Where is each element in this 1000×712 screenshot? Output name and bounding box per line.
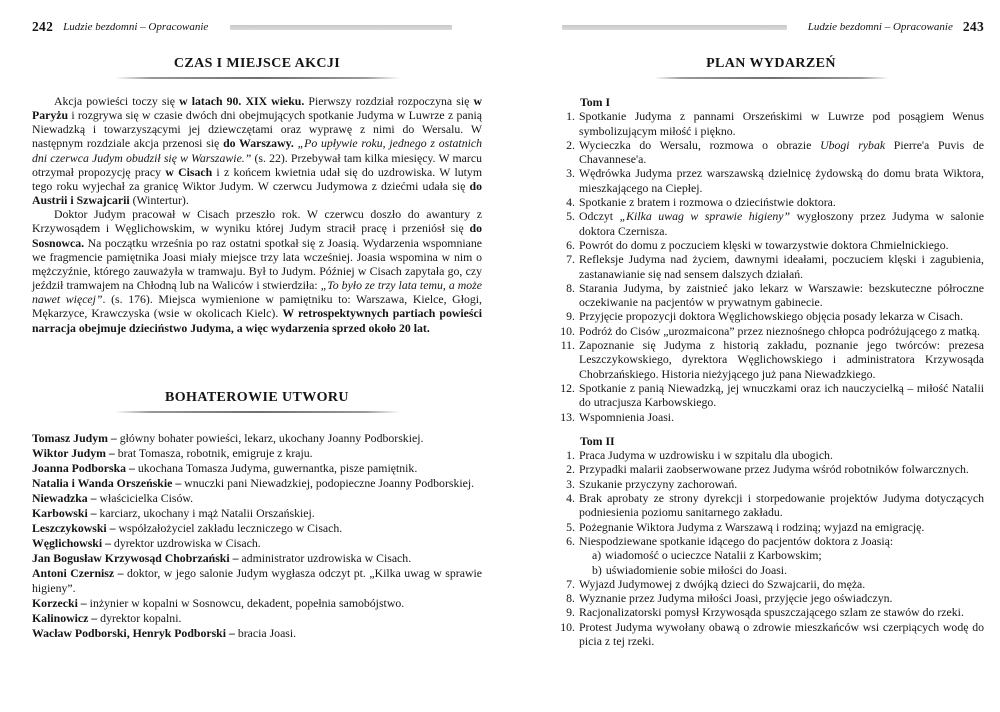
plan-item — [558, 520, 984, 534]
character-description: wnuczki pani Niewadzkiej, podopieczne Joanny Podborskiej. — [181, 475, 475, 490]
text-segment: Pożegnanie Wiktora Judyma z Warszawą i rodziną; wyjazd na emigrację. — [579, 519, 925, 534]
character-name: Korzecki – — [32, 595, 87, 610]
text-segment: Pierwszy rozdział rozpoczyna się — [304, 94, 474, 108]
text-segment: Refleksje Judyma nad życiem, dawnymi ideałami, poczuciem klęski i zagubienia, zastanawianie się nad sensem dalszych działań. — [579, 252, 984, 281]
text-segment: w Paryżu — [32, 94, 482, 123]
text-segment: Powrót do domu z poczuciem klęski w towarzystwie doktora Chmielnickiego. — [579, 237, 949, 252]
plan-item-text — [579, 381, 984, 410]
plan-item-number: 11. — [560, 338, 575, 353]
tom2-label: Tom II — [580, 433, 615, 448]
plan-item — [558, 209, 984, 238]
header-rule-bar-right — [562, 25, 787, 30]
plan-item-number: 2. — [566, 462, 575, 477]
page-number-left: 242 — [32, 19, 54, 34]
character-description: dyrektor uzdrowiska w Cisach. — [110, 535, 261, 550]
plan-item-number: 7. — [566, 252, 575, 267]
text-segment: Podróż do Cisów „urozmaicona” przez nieznośnego chłopca podróżującego z matką. — [579, 323, 980, 338]
plan-item — [558, 252, 984, 281]
running-title-left: Ludzie bezdomni – Opracowanie — [63, 21, 209, 33]
text-segment: Zapoznanie się Judyma z historią zakładu, poznanie jego twórców: prezesa Leszczykowskiego, dyrektora Węglichowskiego i administratora Krzywosąda Chobrzańskiego. Historia nieżyjącego już pana Niewadzkiego. — [579, 338, 984, 381]
text-segment: Spotkanie z panią Niewadzką, jej wnuczkami oraz ich nauczycielką – miłość Natalii do utracjusza Karbowskiego. — [579, 380, 984, 410]
character-entry — [32, 446, 482, 461]
text-segment: Szukanie przyczyny zachorowań. — [579, 476, 738, 491]
text-segment: Starania Judyma, by zaistnieć jako lekarz w Warszawie: bezskuteczne półroczne oczekiwanie na pacjentów w prywatnym gabinecie. — [579, 280, 984, 310]
heading-underline — [115, 77, 400, 79]
text-segment: Wycieczka do Wersalu, rozmowa o obrazie — [579, 137, 821, 152]
character-entry — [32, 506, 482, 521]
text-segment: Wyjazd Judymowej z dwójką dzieci do Szwajcarii, do męża. — [579, 576, 866, 591]
plan-item-text — [579, 605, 984, 619]
plan-item — [558, 381, 984, 410]
character-entry — [32, 551, 482, 566]
plan-item-text — [579, 281, 984, 310]
text-segment: Brak aprobaty ze strony dyrekcji i storpedowanie projektów Judyma dotyczących podniesienia poziomu sanitarnego zakładu. — [579, 491, 984, 520]
header-rule-bar-left — [230, 25, 452, 30]
plan-item-text — [579, 534, 984, 577]
section-heading-czas: CZAS I MIEJSCE AKCJI — [173, 56, 341, 71]
plan-item-text — [579, 138, 984, 167]
plan-item-text — [579, 410, 984, 424]
plan-subitem-text: wiadomość o ucieczce Natalii z Karbowskim; — [605, 548, 822, 563]
character-name: Węglichowski – — [32, 535, 111, 550]
plan-item-text — [579, 166, 984, 195]
character-entry — [32, 611, 482, 626]
running-header-right — [558, 20, 984, 34]
plan-item — [558, 620, 984, 649]
character-description: doktor, w jego salonie Judym wygłasza odczyt pt. „Kilka uwag w sprawie higieny”. — [32, 565, 482, 595]
plan-item — [558, 324, 984, 338]
plan-item — [558, 109, 984, 138]
plan-item-number: 3. — [566, 476, 575, 491]
text-segment: „To było ze trzy lata temu, a może nawet więcej” — [32, 278, 482, 307]
text-segment: Racjonalizatorski pomysł Krzywosąda spuszczającego szlam ze stawów do rzeki. — [579, 605, 964, 620]
plan-item — [558, 491, 984, 520]
character-entry — [32, 536, 482, 551]
character-description: współzałożyciel zakładu leczniczego w Cisach. — [115, 520, 343, 535]
plan-item-number: 12. — [560, 380, 575, 395]
character-name: Niewadzka – — [32, 490, 97, 505]
plan-item-text — [579, 338, 984, 381]
plan-item-number: 9. — [566, 309, 575, 324]
page-number-right: 243 — [962, 19, 984, 34]
text-segment: Pierre'a Puvis de Chavannese'a. — [579, 137, 984, 167]
plan-item — [558, 309, 984, 323]
character-description: bracia Joasi. — [234, 625, 297, 640]
plan-item — [558, 338, 984, 381]
text-segment: W retrospektywnych partiach powieści narracja obejmuje dzieciństwo Judyma, a więc wydarzenia sprzed około 20 lat. — [32, 306, 482, 335]
character-name: Joanna Podborska – — [32, 460, 135, 475]
text-segment: Praca Judyma w uzdrowisku i w szpitalu dla ubogich. — [579, 448, 833, 463]
character-entry — [32, 461, 482, 476]
character-name: Wiktor Judym – — [32, 445, 115, 460]
text-segment: Odczyt — [579, 209, 620, 224]
plan-item-text — [579, 491, 984, 520]
plan-subitem — [579, 548, 984, 562]
plan-item-text — [579, 520, 984, 534]
czas-paragraphs — [32, 94, 482, 335]
text-segment: i z końcem kwietnia udał się do uzdrowiska. W lutym tego roku wyjechał za granicę Wiktor Judym. W czerwcu Judymowa z dziećmi udała się — [32, 164, 482, 193]
text-segment: . (s. 176). Miejsca wymienione w pamiętniku to: Warszawa, Kielce, Głogi, Mękarzyce, Krawczyska (wsie w okolicach Kielc). — [32, 292, 482, 321]
character-description: główny bohater powieści, lekarz, ukochany Joanny Podborskiej. — [116, 430, 424, 445]
plan-item — [558, 577, 984, 591]
plan-item-number: 4. — [566, 491, 575, 506]
plan-subitem-text: uświadomienie sobie miłości do Joasi. — [605, 562, 788, 577]
plan-item-number: 1. — [566, 109, 575, 124]
character-name: Leszczykowski – — [32, 520, 116, 535]
plan-item-number: 4. — [566, 195, 575, 210]
running-header-left — [32, 20, 482, 34]
heading-underline — [115, 411, 400, 413]
plan-subitem-letter: a) — [592, 548, 602, 563]
text-segment: Przyjęcie propozycji doktora Węglichowskiego objęcia posady lekarza w Cisach. — [579, 309, 964, 324]
character-description: ukochana Tomasza Judyma, guwernantka, pisze pamiętnik. — [134, 460, 418, 475]
character-name: Karbowski – — [32, 505, 97, 520]
text-segment: (Wintertur). — [129, 193, 189, 208]
plan-item-number: 6. — [566, 533, 575, 548]
text-segment: wygłoszony przez Judyma w salonie doktora Czernisza. — [579, 209, 984, 238]
plan-item-text — [579, 209, 984, 238]
text-segment: Ubogi rybak — [820, 137, 886, 152]
character-entry — [32, 521, 482, 536]
text-segment: Spotkanie z bratem i rozmowa o dzieciństwie doktora. — [579, 195, 836, 210]
text-segment: w latach 90. XIX wieku. — [179, 94, 305, 108]
text-segment: do Warszawy. — [223, 136, 294, 151]
plan-item — [558, 534, 984, 577]
tom2-list — [558, 448, 984, 648]
plan-item-text — [579, 324, 984, 338]
plan-item-text — [579, 462, 984, 476]
character-name: Natalia i Wanda Orszeńskie – — [32, 475, 182, 490]
plan-item-text — [579, 477, 984, 491]
character-name: Wacław Podborski, Henryk Podborski – — [32, 625, 235, 640]
page-left — [32, 20, 482, 641]
plan-item-text — [579, 309, 984, 323]
plan-item-number: 10. — [560, 619, 575, 634]
plan-item — [558, 410, 984, 424]
character-name: Kalinowicz – — [32, 610, 98, 625]
text-segment: „Kilka uwag w sprawie higieny” — [619, 209, 791, 224]
section-heading-bohaterowie: BOHATEROWIE UTWORU — [165, 389, 349, 405]
character-entry — [32, 626, 482, 641]
plan-item-number: 5. — [566, 519, 575, 534]
plan-item-number: 9. — [566, 605, 575, 620]
character-name: Tomasz Judym – — [32, 430, 117, 445]
plan-item — [558, 281, 984, 310]
text-segment: do Sosnowca. — [32, 221, 482, 250]
plan-item-number: 8. — [566, 591, 575, 606]
plan-item — [558, 238, 984, 252]
plan-item-number: 3. — [566, 166, 575, 181]
text-segment: Protest Judyma wywołany obawą o zdrowie mieszkańców wsi czerpiących wodę do picia z tej rzeki. — [579, 619, 984, 648]
tom1-label: Tom I — [580, 95, 611, 109]
text-segment: Akcja powieści toczy się — [54, 94, 180, 108]
character-entry — [32, 431, 482, 446]
plan-item — [558, 462, 984, 476]
character-name: Antoni Czernisz – — [32, 565, 124, 580]
plan-item-text — [579, 252, 984, 281]
character-description: inżynier w kopalni w Sosnowcu, dekadent, popełnia samobójstwo. — [86, 595, 405, 610]
character-entry — [32, 491, 482, 506]
text-segment: Na początku września po raz ostatni spotkał się z Joasią. Wydarzenia wspomniane we fragmencie pamiętnika Joasi miały miejsce trzy lata wcześniej. Joasia wspomina w nim o mężczyźnie, którego zauważyła w tramwaju. Był to Judym. Później w Cisach zapytała go, czy jeździł tramwajem na Chłodną lub na Waliców i stwierdziła: — [32, 235, 482, 293]
text-segment: i rozgrywa się w czasie dwóch dni obejmujących spotkanie Judyma w Luwrze z panią Niewadzką i towarzyszącymi jej dziewczętami oraz wyprawę z nimi do Wersalu. W następnym rozdziale akcja przenosi się — [32, 108, 482, 151]
text-segment: Doktor Judym pracował w Cisach przeszło rok. W czerwcu doszło do awantury z Krzywosądem i Węglichowskim, w wyniku której Judym stracił pracę i przeniósł się — [32, 207, 482, 236]
plan-item-text — [579, 238, 984, 252]
character-description: administrator uzdrowiska w Cisach. — [238, 550, 412, 565]
plan-subitem-letter: b) — [592, 562, 602, 577]
character-entry — [32, 596, 482, 611]
plan-item — [558, 166, 984, 195]
plan-item-number: 7. — [566, 576, 575, 591]
text-segment: Wędrówka Judyma przez warszawską dzielnicę żydowską do domu brata Wiktora, mieszkającego na Ciepłej. — [579, 166, 984, 195]
running-title-right: Ludzie bezdomni – Opracowanie — [807, 21, 953, 33]
character-list — [32, 431, 482, 641]
plan-item-text — [579, 109, 984, 138]
plan-item-number: 2. — [566, 137, 575, 152]
plan-item — [558, 448, 984, 462]
plan-item — [558, 195, 984, 209]
plan-item-number: 5. — [566, 209, 575, 224]
plan-item-text — [579, 591, 984, 605]
plan-item — [558, 138, 984, 167]
section-heading-plan: PLAN WYDARZEŃ — [706, 56, 836, 71]
character-name: Jan Bogusław Krzywosąd Chobrzański – — [32, 550, 239, 565]
character-description: karciarz, ukochany i mąż Natalii Orszańskiej. — [96, 505, 315, 520]
plan-subitem — [579, 563, 984, 577]
tom1-list — [558, 109, 984, 424]
page-right — [558, 20, 984, 648]
plan-item-number: 1. — [566, 448, 575, 463]
heading-underline — [654, 77, 889, 79]
plan-item-text — [579, 448, 984, 462]
text-segment: do Austrii i Szwajcarii — [32, 178, 482, 208]
plan-item — [558, 477, 984, 491]
character-entry — [32, 566, 482, 596]
character-description: właścicielka Cisów. — [96, 490, 194, 505]
text-segment: Przypadki malarii zaobserwowane przez Judyma wśród robotników folwarcznych. — [579, 462, 969, 477]
plan-item-number: 6. — [566, 237, 575, 252]
plan-item-number: 13. — [560, 409, 575, 424]
character-description: brat Tomasza, robotnik, emigruje z kraju. — [114, 445, 313, 460]
text-segment: Wyznanie przez Judyma miłości Joasi, przyjęcie jego oświadczyn. — [579, 591, 893, 606]
text-segment: w Cisach — [165, 164, 213, 179]
character-description: dyrektor kopalni. — [97, 610, 182, 625]
plan-item-text — [579, 195, 984, 209]
character-entry — [32, 476, 482, 491]
plan-item — [558, 605, 984, 619]
text-segment: „Po upływie roku, jednego z ostatnich dni czerwca Judym obudził się w Warszawie.” — [32, 136, 483, 165]
text-segment: Wspomnienia Joasi. — [579, 409, 675, 424]
plan-item-text — [579, 620, 984, 649]
paragraph — [32, 207, 482, 334]
text-segment: (s. 22). Przebywał tam kilka miesięcy. W marcu otrzymał propozycję pracy — [32, 150, 482, 179]
text-segment: Niespodziewane spotkanie idącego do pacjentów doktora z Joasią: — [579, 533, 894, 548]
plan-item-number: 8. — [566, 280, 575, 295]
plan-item-number: 10. — [560, 323, 575, 338]
text-segment: Spotkanie Judyma z pannami Orszeńskimi w Luwrze pod posągiem Wenus symbolizującym miłość i piękno. — [579, 109, 984, 138]
plan-item — [558, 591, 984, 605]
paragraph — [32, 94, 482, 207]
plan-item-text — [579, 577, 984, 591]
